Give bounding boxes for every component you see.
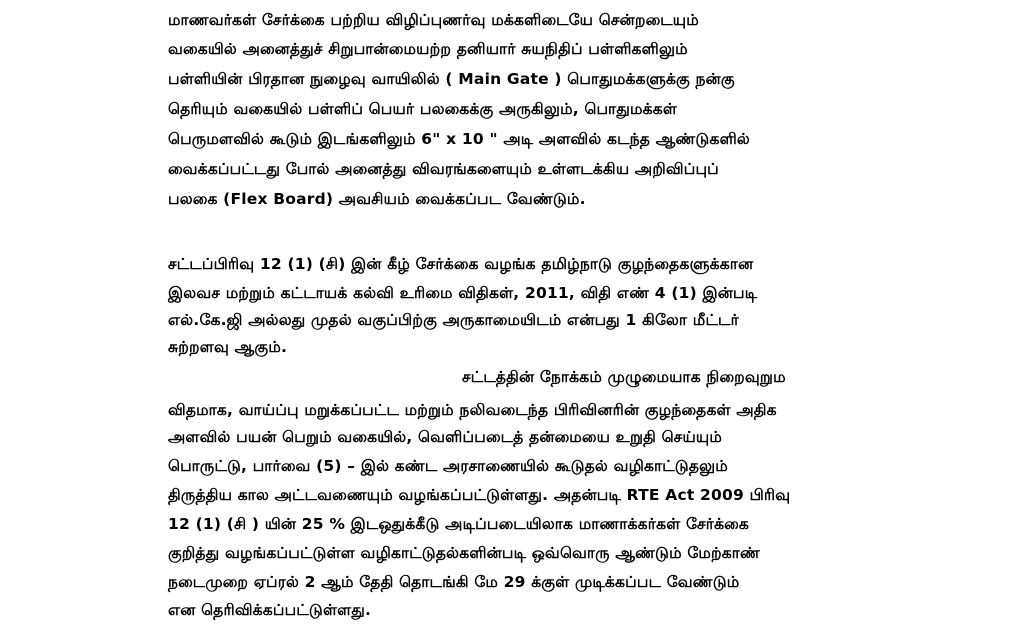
text-line: என தெரிவிக்கப்பட்டுள்ளது. (168, 601, 372, 619)
text-line: அளவில் பயன் பெறும் வகையில், வெளிப்படைத் தன்மையை உறுதி செய்யும் (168, 428, 723, 446)
text-line: சட்டப்பிரிவு 12 (1) (சி) இன் கீழ் சேர்க்கை வழங்க தமிழ்நாடு குழந்தைகளுக்கான (168, 255, 754, 273)
text-line: சட்டத்தின் நோக்கம் முழுமையாக நிறைவுறும (462, 368, 786, 386)
text-line: குறித்து வழங்கப்பட்டுள்ள வழிகாட்டுதல்களின்படி ஒவ்வொரு ஆண்டும் மேற்காண் (168, 544, 760, 562)
text-line: 12 (1) (சி ) யின் 25 % இடஒதுக்கீடு அடிப்படையிலாக மாணாக்கர்கள் சேர்க்கை (168, 515, 749, 533)
text-line: வைக்கப்பட்டது போல் அனைத்து விவரங்களையும் உள்ளடக்கிய அறிவிப்புப் (168, 160, 719, 178)
text-line: பொருட்டு, பார்வை (5) – இல் கண்ட அரசாணையில் கூடுதல் வழிகாட்டுதலும் (168, 457, 728, 475)
text-line: இலவச மற்றும் கட்டாயக் கல்வி உரிமை விதிகள், 2011, விதி எண் 4 (1) இன்படி (168, 284, 758, 302)
text-line: திருத்திய கால அட்டவணையும் வழங்கப்பட்டுள்ளது. அதன்படி RTE Act 2009 பிரிவு (168, 486, 791, 504)
text-line: தெரியும் வகையில் பள்ளிப் பெயர் பலகைக்கு அருகிலும், பொதுமக்கள் (168, 100, 678, 118)
text-line: நடைமுறை ஏப்ரல் 2 ஆம் தேதி தொடங்கி மே 29 க்குள் முடிக்கப்பட வேண்டும் (168, 573, 740, 591)
text-line: பெருமளவில் கூடும் இடங்களிலும் 6" x 10 " அடி அளவில் கடந்த ஆண்டுகளில் (168, 130, 750, 148)
text-line: மாணவர்கள் சேர்க்கை பற்றிய விழிப்புணர்வு மக்களிடையே சென்றடையும் (168, 11, 699, 29)
text-line: விதமாக, வாய்ப்பு மறுக்கப்பட்ட மற்றும் நலிவடைந்த பிரிவினரின் குழந்தைகள் அதிக (168, 401, 777, 419)
text-line: வகையில் அனைத்துச் சிறுபான்மையற்ற தனியார் சுயநிதிப் பள்ளிகளிலும் (168, 40, 688, 58)
text-line: பள்ளியின் பிரதான நுழைவு வாயிலில் ( Main Gate ) பொதுமக்களுக்கு நன்கு (168, 70, 735, 88)
text-line: எல்.கே.ஜி அல்லது முதல் வகுப்பிற்கு அருகாமையிடம் என்பது 1 கிலோ மீட்டர் (168, 311, 739, 329)
text-line: சுற்றளவு ஆகும். (168, 338, 288, 356)
text-line: பலகை (Flex Board) அவசியம் வைக்கப்பட வேண்டும். (168, 190, 586, 208)
